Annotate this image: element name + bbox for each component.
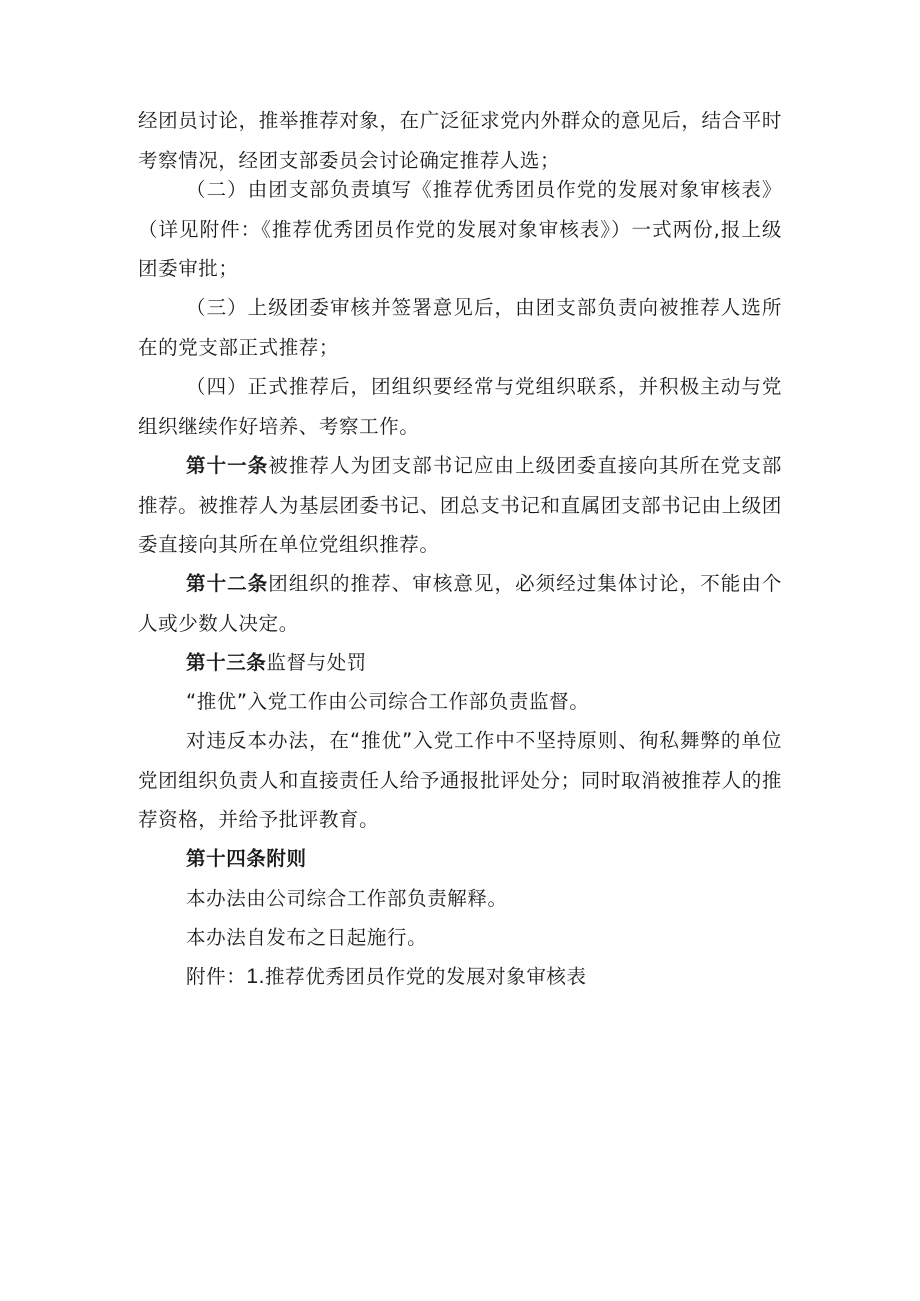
article-11-body: 被推荐人为团支部书记应由上级团委直接向其所在党支部推荐。被推荐人为基层团委书记、团总支书记和直属团支部书记由上级团委直接向其所在单位党组织推荐。 [138, 454, 782, 556]
paragraph-recommend-process: 经团员讨论，推举推荐对象，在广泛征求党内外群众的意见后，结合平时考察情况，经团支部委员会讨论确定推荐人选； [138, 109, 782, 172]
paragraph-item-3: （三）上级团委审核并签署意见后，由团支部负责向被推荐人选所在的党支部正式推荐； [138, 296, 782, 359]
article-14-heading: 第十四条附则 [186, 847, 307, 870]
paragraph-supervision: “推优”入党工作由公司综合工作部负责监督。 [186, 690, 590, 713]
attachment-title: 推荐优秀团员作党的发展对象审核表 [265, 965, 587, 988]
attachment-line [138, 957, 782, 997]
article-11 [138, 446, 782, 565]
article-12-heading: 第十二条 [186, 572, 269, 595]
article-12 [138, 564, 782, 643]
article-13-body: 监督与处罚 [266, 651, 367, 674]
attachment-number: 1. [246, 965, 266, 988]
paragraph-item-4: （四）正式推荐后，团组织要经常与党组织联系，并积极主动与党组织继续作好培养、考察工作。 [138, 375, 782, 438]
article-13 [138, 643, 782, 683]
paragraph-penalty: 对违反本办法，在“推优”入党工作中不坚持原则、徇私舞弊的单位党团组织负责人和直接责任人给予通报批评处分；同时取消被推荐人的推荐资格，并给予批评教育。 [138, 729, 782, 831]
attachment-label: 附件： [186, 965, 247, 988]
article-11-heading: 第十一条 [186, 454, 269, 477]
paragraph-interpretation: 本办法由公司综合工作部负责解释。 [186, 887, 508, 910]
paragraph-item-2: （二）由团支部负责填写《推荐优秀团员作党的发展对象审核表》（详见附件：《推荐优秀团员作党的发展对象审核表》）一式两份,报上级团委审批； [138, 178, 782, 280]
article-13-heading: 第十三条 [186, 651, 267, 674]
paragraph-effective-date: 本办法自发布之日起施行。 [186, 926, 428, 949]
article-12-body: 团组织的推荐、审核意见，必须经过集体讨论，不能由个人或少数人决定。 [138, 572, 782, 635]
